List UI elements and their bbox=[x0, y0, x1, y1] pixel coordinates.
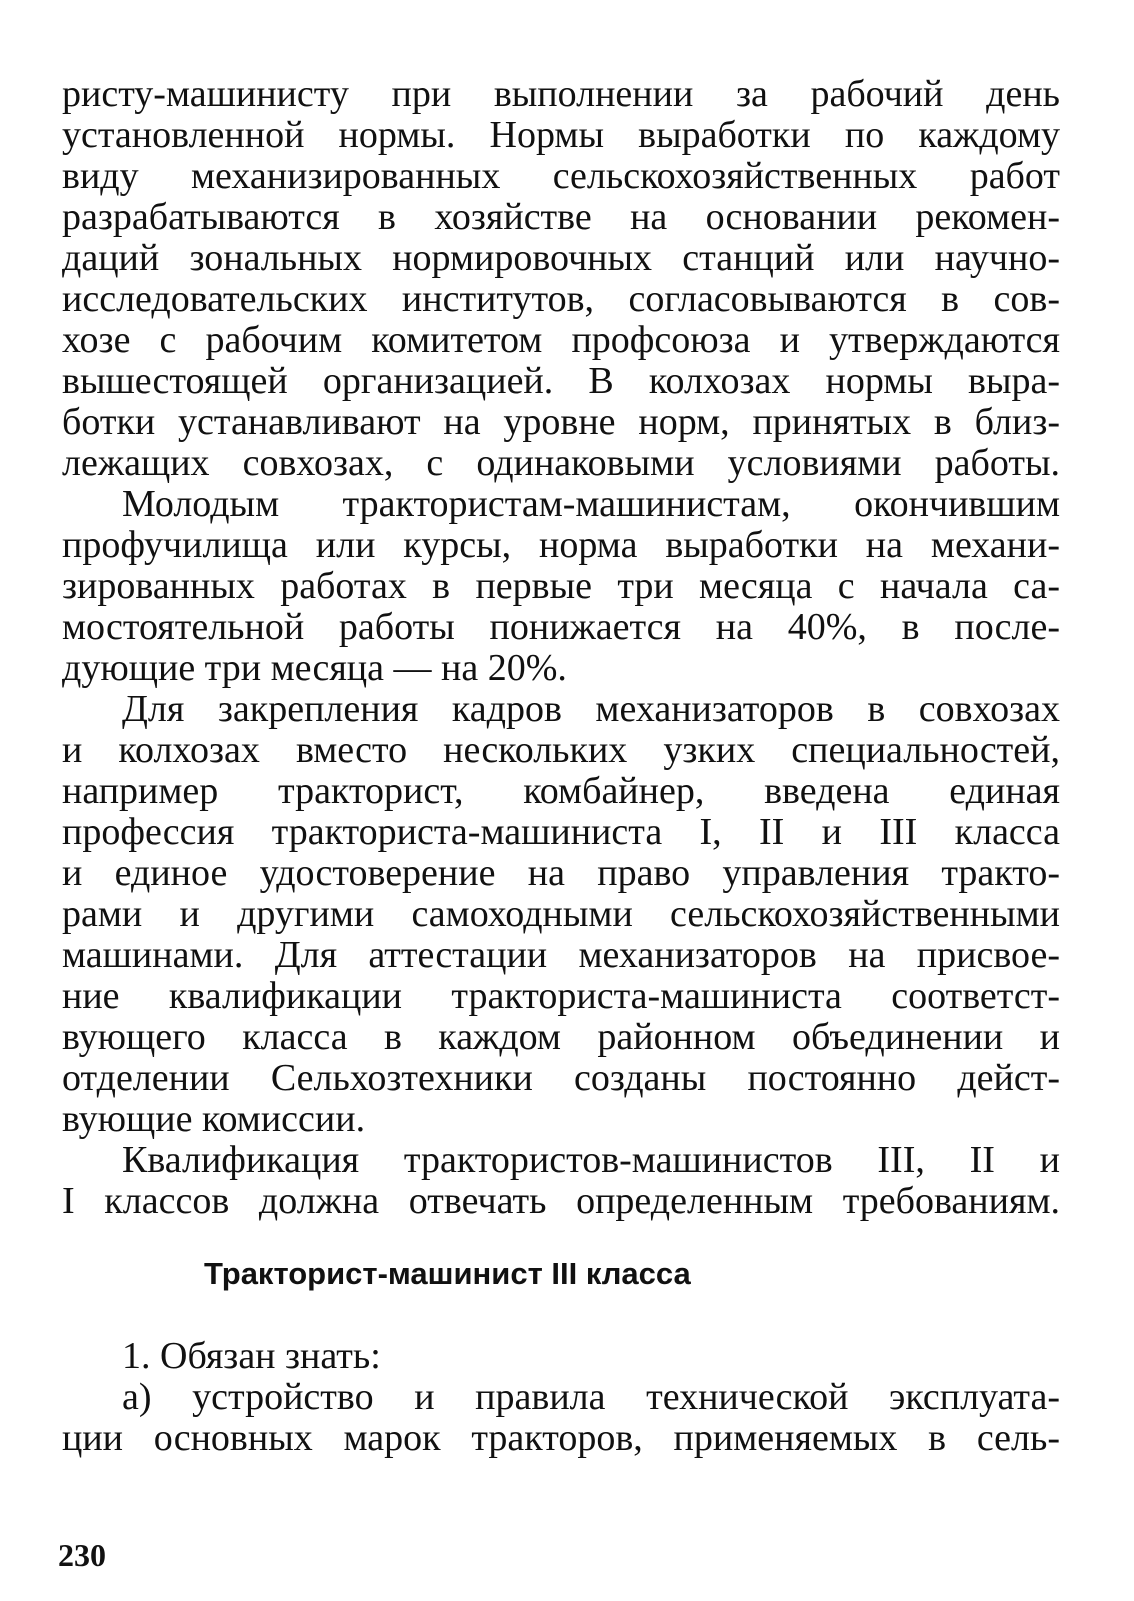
page-number: 230 bbox=[58, 1537, 106, 1573]
text-line: Квалификация трактористов-машинистов III, II и bbox=[122, 1140, 1060, 1181]
text-line: хозе с рабочим комитетом профсоюза и утверждаются bbox=[62, 320, 1060, 361]
body-text bbox=[62, 74, 1060, 1222]
text-line: разрабатываются в хозяйстве на основании рекомен- bbox=[62, 197, 1060, 238]
text-line: отделении Сельхозтехники созданы постоянно дейст- bbox=[62, 1058, 1060, 1099]
section-heading: Тракторист-машинист III класса bbox=[204, 1256, 691, 1291]
list-item: ции основных марок тракторов, применяемых в сель- bbox=[62, 1418, 1060, 1459]
text-line: мостоятельной работы понижается на 40%, в после- bbox=[62, 607, 1060, 648]
text-line: профессия тракториста-машиниста I, II и III класса bbox=[62, 812, 1060, 853]
text-line: ботки устанавливают на уровне норм, принятых в близ- bbox=[62, 402, 1060, 443]
paragraph-1 bbox=[62, 74, 1060, 484]
text-line: и единое удостоверение на право управления тракто- bbox=[62, 853, 1060, 894]
text-line: ние квалификации тракториста-машиниста соответст- bbox=[62, 976, 1060, 1017]
text-line: например тракторист, комбайнер, введена единая bbox=[62, 771, 1060, 812]
text-line: лежащих совхозах, с одинаковыми условиями работы. bbox=[62, 443, 1060, 484]
text-line: рами и другими самоходными сельскохозяйственными bbox=[62, 894, 1060, 935]
text-line: вышестоящей организацией. В колхозах нормы выра- bbox=[62, 361, 1060, 402]
text-line: виду механизированных сельскохозяйственных работ bbox=[62, 156, 1060, 197]
text-line: вующего класса в каждом районном объединении и bbox=[62, 1017, 1060, 1058]
text-line: вующие комиссии. bbox=[62, 1099, 366, 1140]
requirements-list bbox=[62, 1336, 1060, 1459]
text-line: машинами. Для аттестации механизаторов на присвое- bbox=[62, 935, 1060, 976]
text-line: даций зональных нормировочных станций или научно- bbox=[62, 238, 1060, 279]
text-line: I классов должна отвечать определенным требованиям. bbox=[62, 1181, 1060, 1222]
text-line: установленной нормы. Нормы выработки по каждому bbox=[62, 115, 1060, 156]
text-line: и колхозах вместо нескольких узких специальностей, bbox=[62, 730, 1060, 771]
text-line: профучилища или курсы, норма выработки на механи- bbox=[62, 525, 1060, 566]
list-item: а) устройство и правила технической эксплуата- bbox=[122, 1377, 1060, 1418]
list-item: 1. Обязан знать: bbox=[122, 1336, 381, 1377]
text-line: Для закрепления кадров механизаторов в совхозах bbox=[122, 689, 1060, 730]
text-line: дующие три месяца — на 20%. bbox=[62, 648, 567, 689]
paragraph-4 bbox=[62, 1140, 1060, 1222]
text-line: Молодым трактористам-машинистам, окончившим bbox=[122, 484, 1060, 525]
text-line: зированных работах в первые три месяца с начала са- bbox=[62, 566, 1060, 607]
text-line: исследовательских институтов, согласовываются в сов- bbox=[62, 279, 1060, 320]
text-line: ристу-машинисту при выполнении за рабочий день bbox=[62, 74, 1060, 115]
paragraph-3 bbox=[62, 689, 1060, 1140]
paragraph-2 bbox=[62, 484, 1060, 689]
